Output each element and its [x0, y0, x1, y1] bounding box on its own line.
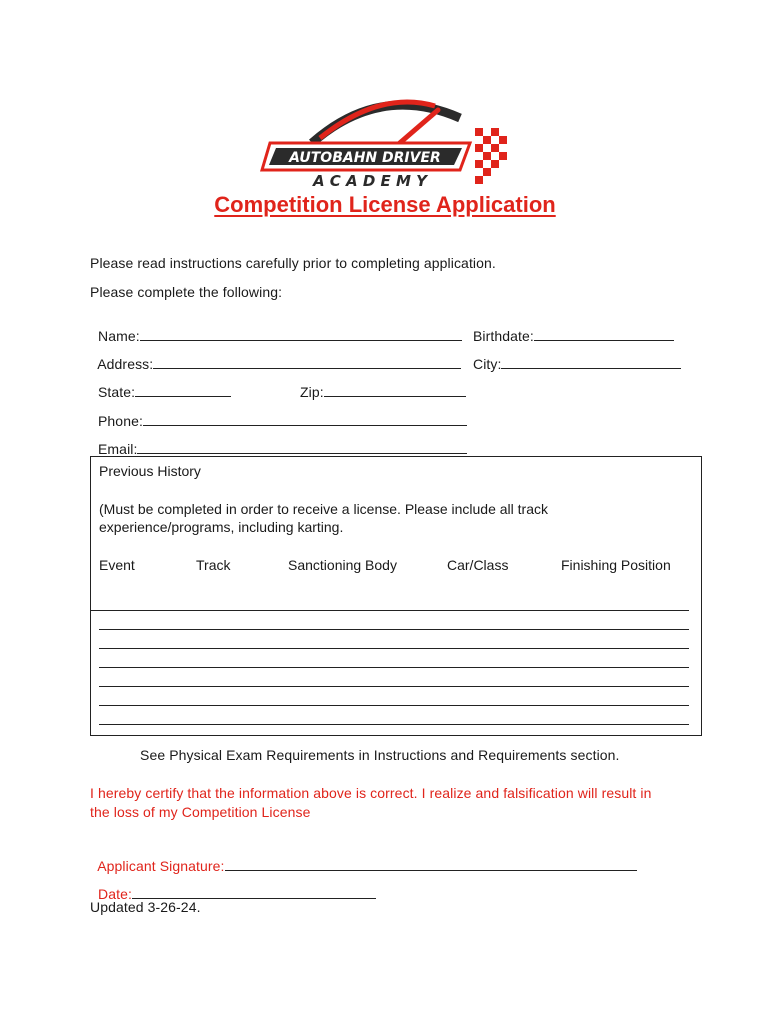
email-blank[interactable] [137, 441, 467, 454]
state-field[interactable] [90, 368, 231, 400]
state-blank[interactable] [135, 384, 231, 397]
city-label: City: [472, 356, 502, 372]
history-entry-line[interactable] [99, 667, 689, 668]
email-field[interactable] [90, 425, 467, 457]
zip-label: Zip: [299, 384, 324, 400]
column-track: Track [196, 557, 231, 573]
history-entry-line[interactable] [99, 629, 689, 630]
complete-following-text: Please complete the following: [90, 284, 283, 300]
date-blank[interactable] [132, 886, 376, 899]
name-label: Name: [97, 328, 140, 344]
column-sanctioning-body: Sanctioning Body [288, 557, 397, 573]
date-field[interactable] [90, 870, 376, 902]
birthdate-label: Birthdate: [472, 328, 534, 344]
physical-exam-note: See Physical Exam Requirements in Instructions and Requirements section. [140, 747, 620, 763]
column-event: Event [99, 557, 135, 573]
date-label: Date: [97, 886, 132, 902]
zip-field[interactable] [292, 368, 466, 400]
column-car-class: Car/Class [447, 557, 509, 573]
history-note-line1: (Must be completed in order to receive a license. Please include all track [99, 501, 548, 517]
updated-date: Updated 3-26-24. [90, 899, 201, 915]
column-finishing-position: Finishing Position [561, 557, 671, 573]
city-field[interactable] [465, 340, 681, 372]
history-entry-line[interactable] [99, 648, 689, 649]
instructions-text: Please read instructions carefully prior to completing application. [90, 255, 496, 271]
history-entry-line[interactable] [91, 610, 689, 611]
page-title: Competition License Application [214, 192, 556, 217]
signature-label: Applicant Signature: [97, 858, 225, 874]
history-entry-line[interactable] [99, 724, 689, 725]
state-label: State: [97, 384, 136, 400]
zip-blank[interactable] [324, 384, 466, 397]
history-note-line2: experience/programs, including karting. [99, 519, 344, 535]
logo-line1: AUTOBAHN DRIVER [289, 150, 441, 166]
certify-line1: I hereby certify that the information above is correct. I realize and falsification will result in [90, 785, 652, 801]
history-entry-line[interactable] [99, 705, 689, 706]
certify-line2: the loss of my Competition License [90, 804, 311, 820]
previous-history-box [90, 456, 702, 736]
history-heading: Previous History [99, 463, 201, 479]
logo-line2: A C A D E M Y [312, 172, 428, 190]
academy-logo [260, 88, 510, 193]
city-blank[interactable] [501, 356, 681, 369]
address-label: Address: [97, 356, 154, 372]
history-entry-line[interactable] [99, 686, 689, 687]
email-label: Email: [97, 441, 138, 457]
phone-label: Phone: [97, 413, 143, 429]
